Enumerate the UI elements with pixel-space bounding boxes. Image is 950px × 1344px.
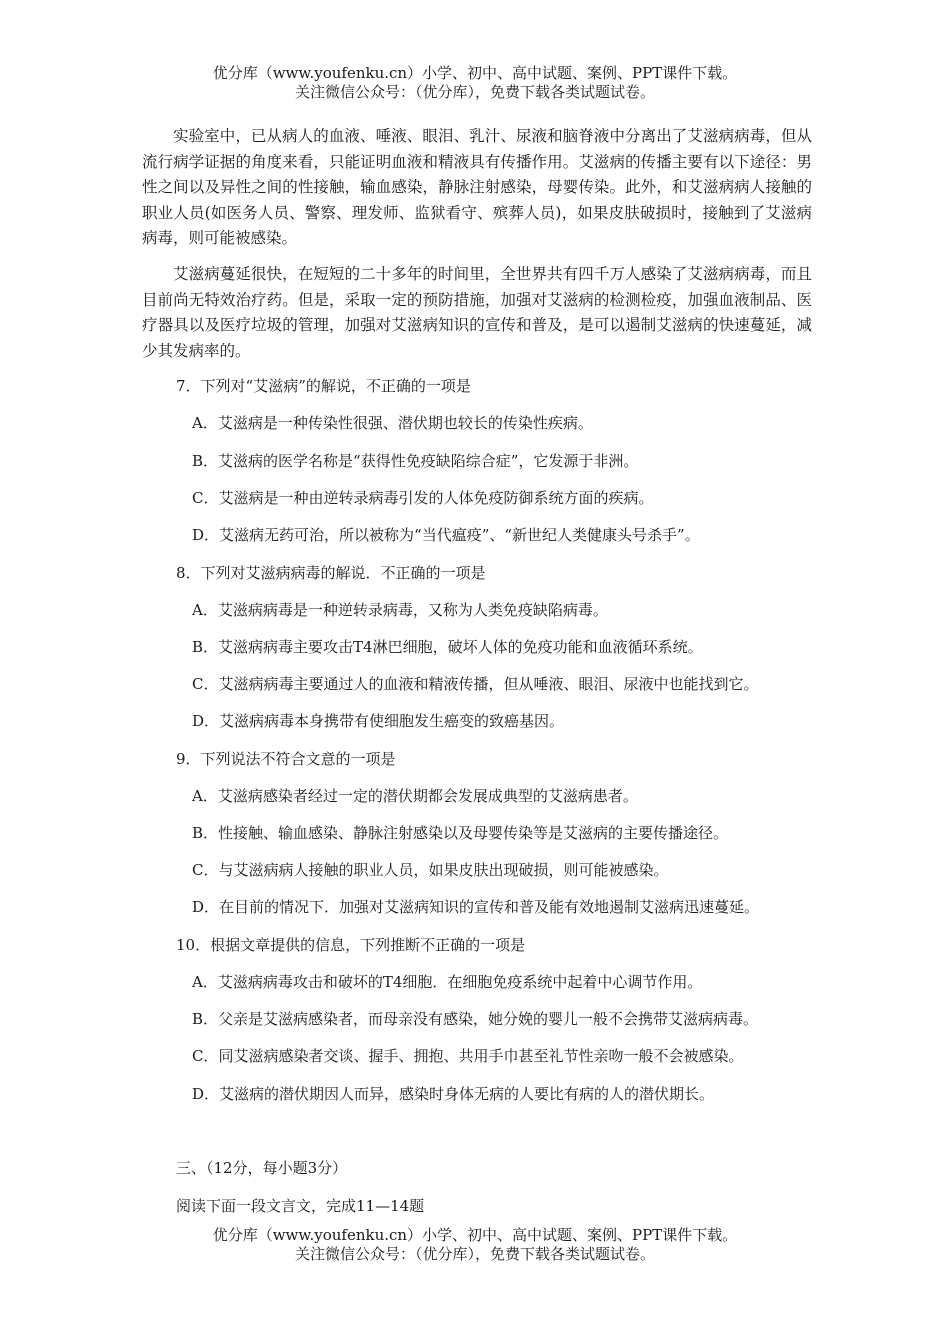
question-8-option-b: B．艾滋病病毒主要攻击T4淋巴细胞，破坏人体的免疫功能和血液循环系统。 — [192, 638, 703, 656]
header-line-2: 关注微信公众号：（优分库），免费下载各类试题试卷。 — [294, 83, 655, 101]
question-9-option-a: A．艾滋病感染者经过一定的潜伏期都会发展成典型的艾滋病患者。 — [192, 787, 638, 805]
passage-paragraph-1: 实验室中，已从病人的血液、唾液、眼泪、乳汁、尿液和脑脊液中分离出了艾滋病病毒，但从流行病学证据的角度来看，只能证明血液和精液具有传播作用。艾滋病的传播主要有以下途径：男性之间以及异性之间的性接触，输血感染，静脉注射感染，母婴传染。此外，和艾滋病病人接触的职业人员(如医务人员、警察、理发师、监狱看守、殡葬人员)，如果皮肤破损时，接触到了艾滋病病毒，则可能被感染。 — [142, 127, 812, 247]
question-8-option-d: D．艾滋病病毒本身携带有使细胞发生癌变的致癌基因。 — [192, 712, 565, 730]
question-8-option-a: A．艾滋病病毒是一种逆转录病毒，又称为人类免疫缺陷病毒。 — [192, 601, 608, 619]
header-line-1: 优分库（www.youfenku.cn）小学、初中、高中试题、案例、PPT课件下载。 — [212, 64, 738, 82]
section-three-title: 三、（12分，每小题3分） — [176, 1159, 348, 1177]
page-header — [0, 64, 950, 102]
question-9-option-d: D．在目前的情况下．加强对艾滋病知识的宣传和普及能有效地遏制艾滋病迅速蔓延。 — [192, 898, 760, 916]
page-footer — [0, 1226, 950, 1264]
question-9-option-c: C．与艾滋病病人接触的职业人员，如果皮肤出现破损，则可能被感染。 — [192, 861, 669, 879]
question-7-option-b: B．艾滋病的医学名称是“获得性免疫缺陷综合症”，它发源于非洲。 — [192, 452, 639, 470]
question-10-option-a: A．艾滋病病毒攻击和破坏的T4细胞．在细胞免疫系统中起着中心调节作用。 — [192, 973, 703, 991]
question-10-option-d: D．艾滋病的潜伏期因人而异，感染时身体无病的人要比有病的人的潜伏期长。 — [192, 1085, 715, 1103]
question-9-option-b: B．性接触、输血感染、静脉注射感染以及母婴传染等是艾滋病的主要传播途径。 — [192, 824, 729, 842]
footer-line-2: 关注微信公众号：（优分库），免费下载各类试题试卷。 — [294, 1245, 655, 1263]
question-10-option-c: C．同艾滋病感染者交谈、握手、拥抱、共用手巾甚至礼节性亲吻一般不会被感染。 — [192, 1047, 744, 1065]
footer-line-1: 优分库（www.youfenku.cn）小学、初中、高中试题、案例、PPT课件下载。 — [212, 1226, 738, 1244]
question-8-stem: 8．下列对艾滋病病毒的解说．不正确的一项是 — [176, 564, 486, 582]
section-three-instruction: 阅读下面一段文言文，完成11—14题 — [176, 1197, 425, 1215]
question-7-option-a: A．艾滋病是一种传染性很强、潜伏期也较长的传染性疾病。 — [192, 414, 593, 432]
question-7-stem: 7．下列对“艾滋病”的解说，不正确的一项是 — [176, 377, 471, 395]
question-7-option-c: C．艾滋病是一种由逆转录病毒引发的人体免疫防御系统方面的疾病。 — [192, 489, 654, 507]
question-10-stem: 10．根据文章提供的信息，下列推断不正确的一项是 — [176, 936, 526, 954]
passage-paragraph-2: 艾滋病蔓延很快，在短短的二十多年的时间里，全世界共有四千万人感染了艾滋病病毒，而且目前尚无特效治疗药。但是，采取一定的预防措施，加强对艾滋病的检测检疫，加强血液制品、医疗器具以及医疗垃圾的管理，加强对艾滋病知识的宣传和普及，是可以遏制艾滋病的快速蔓延，减少其发病率的。 — [142, 265, 812, 360]
question-8-option-c: C．艾滋病病毒主要通过人的血液和精液传播，但从唾液、眼泪、尿液中也能找到它。 — [192, 675, 759, 693]
question-10-option-b: B．父亲是艾滋病感染者，而母亲没有感染，她分娩的婴儿一般不会携带艾滋病病毒。 — [192, 1010, 759, 1028]
question-7-option-d: D．艾滋病无药可治，所以被称为“当代瘟疫”、“新世纪人类健康头号杀手”。 — [192, 526, 700, 544]
question-9-stem: 9．下列说法不符合文意的一项是 — [176, 750, 396, 768]
